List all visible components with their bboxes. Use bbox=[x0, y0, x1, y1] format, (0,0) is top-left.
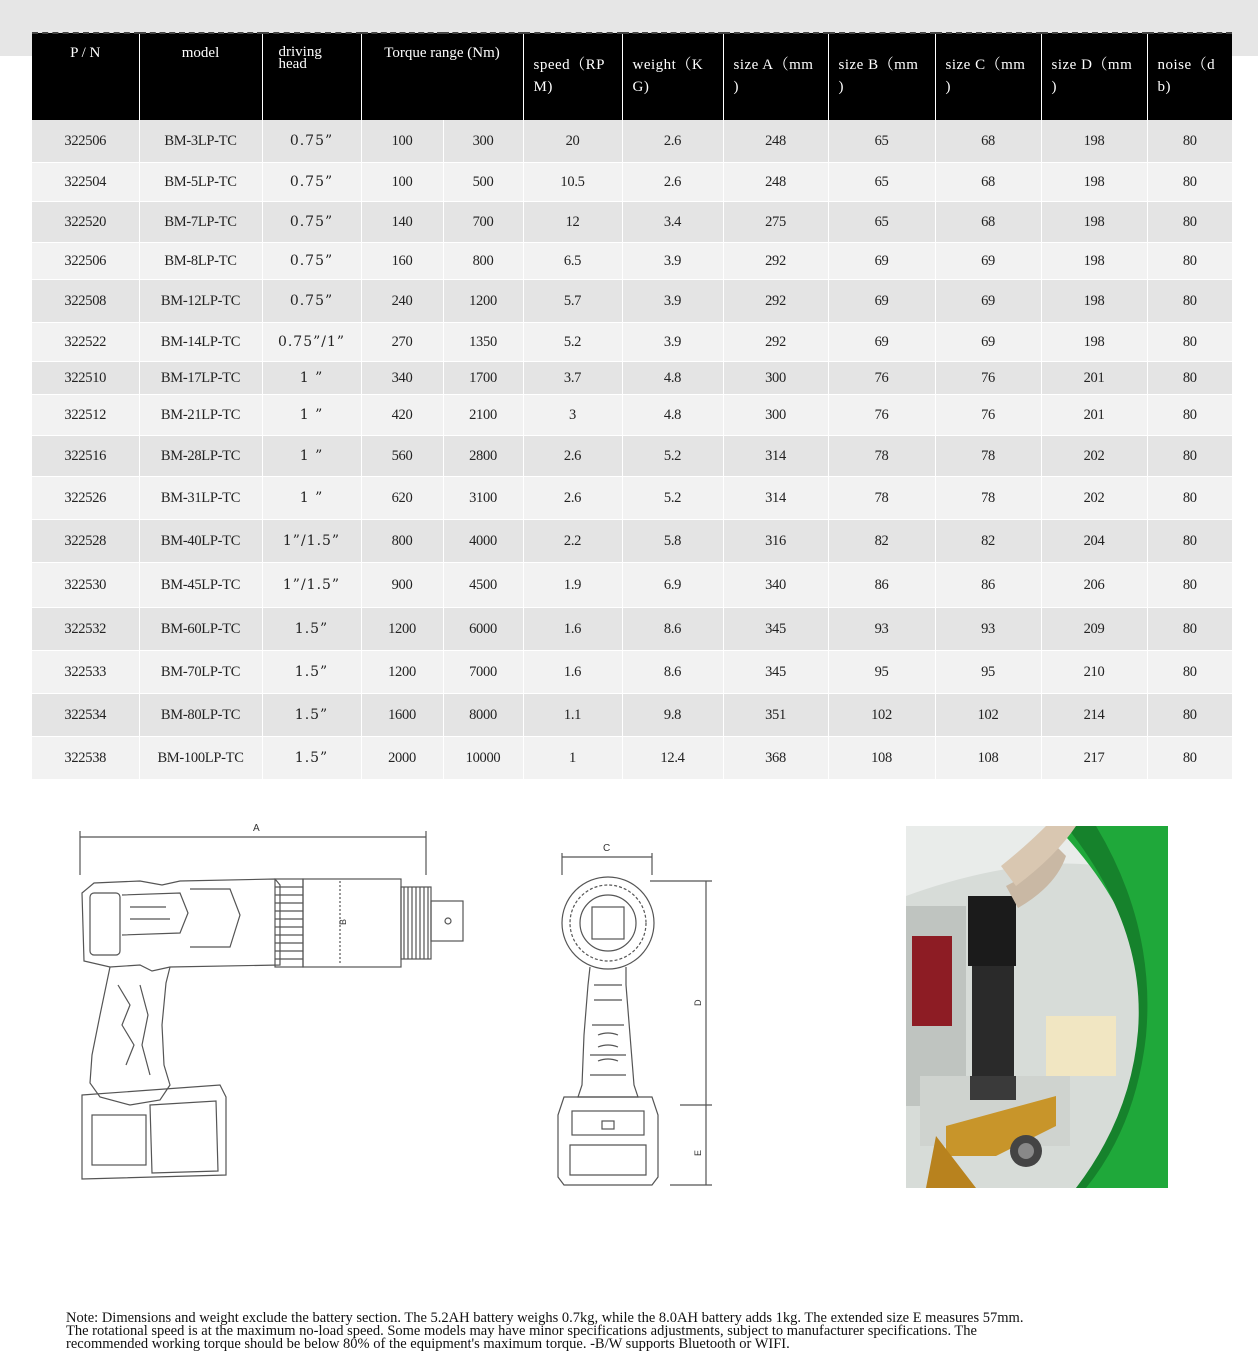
cell-pn: 322508 bbox=[32, 280, 139, 323]
cell-size-d: 204 bbox=[1041, 520, 1147, 563]
cell-size-d: 198 bbox=[1041, 243, 1147, 280]
cell-speed: 2.6 bbox=[523, 477, 622, 520]
cell-size-a: 300 bbox=[723, 395, 828, 436]
header-row bbox=[32, 33, 1232, 120]
cell-model: BM-8LP-TC bbox=[139, 243, 262, 280]
cell-pn: 322528 bbox=[32, 520, 139, 563]
cell-speed: 20 bbox=[523, 120, 622, 163]
cell-torque-min: 340 bbox=[361, 362, 443, 395]
cell-torque-max: 300 bbox=[443, 120, 523, 163]
cell-model: BM-7LP-TC bbox=[139, 202, 262, 243]
cell-pn: 322522 bbox=[32, 323, 139, 362]
header-noise-line2: b) bbox=[1157, 79, 1172, 95]
cell-model: BM-14LP-TC bbox=[139, 323, 262, 362]
cell-size-d: 198 bbox=[1041, 120, 1147, 163]
header-driving-head-line1: driving bbox=[278, 44, 322, 60]
cell-torque-min: 240 bbox=[361, 280, 443, 323]
header-size-c-line1: size C（mm bbox=[945, 57, 1026, 73]
cell-size-b: 95 bbox=[828, 651, 935, 694]
cell-size-a: 314 bbox=[723, 436, 828, 477]
cell-noise: 80 bbox=[1147, 395, 1232, 436]
cell-noise: 80 bbox=[1147, 323, 1232, 362]
cell-noise: 80 bbox=[1147, 737, 1232, 780]
dimension-label-d: D bbox=[693, 999, 703, 1006]
footnote-line-1: Note: Dimensions and weight exclude the battery section. The 5.2AH battery weighs 0.7kg, while the 8.0AH battery adds 1kg. The extended size E measures 57mm. bbox=[66, 1310, 1024, 1326]
cell-noise: 80 bbox=[1147, 477, 1232, 520]
cell-model: BM-60LP-TC bbox=[139, 608, 262, 651]
cell-speed: 3.7 bbox=[523, 362, 622, 395]
header-size-d-line2: ) bbox=[1051, 79, 1058, 95]
header-driving-head bbox=[262, 33, 361, 120]
header-speed-line2: M) bbox=[533, 79, 553, 95]
cell-noise: 80 bbox=[1147, 694, 1232, 737]
cell-size-a: 314 bbox=[723, 477, 828, 520]
cell-driving-head: 0.75” bbox=[262, 243, 361, 280]
header-noise-line1: noise（d bbox=[1157, 57, 1216, 73]
cell-size-b: 86 bbox=[828, 563, 935, 608]
cell-pn: 322510 bbox=[32, 362, 139, 395]
cell-size-a: 340 bbox=[723, 563, 828, 608]
cell-model: BM-12LP-TC bbox=[139, 280, 262, 323]
dimension-label-b: B bbox=[338, 918, 348, 925]
cell-speed: 1.6 bbox=[523, 651, 622, 694]
cell-model: BM-31LP-TC bbox=[139, 477, 262, 520]
cell-size-c: 102 bbox=[935, 694, 1041, 737]
cell-torque-min: 1200 bbox=[361, 651, 443, 694]
cell-weight: 6.9 bbox=[622, 563, 723, 608]
cell-torque-min: 1600 bbox=[361, 694, 443, 737]
cell-torque-min: 160 bbox=[361, 243, 443, 280]
cell-pn: 322516 bbox=[32, 436, 139, 477]
cell-size-c: 95 bbox=[935, 651, 1041, 694]
cell-weight: 8.6 bbox=[622, 651, 723, 694]
header-torque: Torque range (Nm) bbox=[361, 33, 523, 120]
cell-speed: 6.5 bbox=[523, 243, 622, 280]
cell-driving-head: 1 ” bbox=[262, 477, 361, 520]
cell-size-c: 69 bbox=[935, 323, 1041, 362]
cell-model: BM-70LP-TC bbox=[139, 651, 262, 694]
cell-noise: 80 bbox=[1147, 362, 1232, 395]
cell-torque-max: 4000 bbox=[443, 520, 523, 563]
cell-pn: 322532 bbox=[32, 608, 139, 651]
cell-size-b: 76 bbox=[828, 362, 935, 395]
header-size-a-line1: size A（mm bbox=[733, 57, 814, 73]
cell-pn: 322538 bbox=[32, 737, 139, 780]
header-weight bbox=[622, 33, 723, 120]
table-row bbox=[32, 323, 1232, 362]
cell-torque-min: 100 bbox=[361, 120, 443, 163]
cell-size-a: 351 bbox=[723, 694, 828, 737]
cell-noise: 80 bbox=[1147, 120, 1232, 163]
cell-weight: 5.8 bbox=[622, 520, 723, 563]
cell-weight: 5.2 bbox=[622, 436, 723, 477]
cell-size-c: 68 bbox=[935, 202, 1041, 243]
cell-speed: 1.1 bbox=[523, 694, 622, 737]
table-row bbox=[32, 362, 1232, 395]
cell-speed: 10.5 bbox=[523, 163, 622, 202]
cell-size-c: 86 bbox=[935, 563, 1041, 608]
cell-size-a: 292 bbox=[723, 243, 828, 280]
header-size-d-line1: size D（mm bbox=[1051, 57, 1133, 73]
cell-size-a: 345 bbox=[723, 608, 828, 651]
cell-noise: 80 bbox=[1147, 280, 1232, 323]
cell-torque-max: 6000 bbox=[443, 608, 523, 651]
cell-size-d: 201 bbox=[1041, 395, 1147, 436]
header-size-a-line2: ) bbox=[733, 79, 740, 95]
cell-size-a: 300 bbox=[723, 362, 828, 395]
front-view-drawing bbox=[550, 835, 720, 1195]
cell-size-b: 69 bbox=[828, 243, 935, 280]
cell-size-d: 209 bbox=[1041, 608, 1147, 651]
cell-model: BM-21LP-TC bbox=[139, 395, 262, 436]
cell-torque-max: 1350 bbox=[443, 323, 523, 362]
cell-weight: 2.6 bbox=[622, 120, 723, 163]
table-row bbox=[32, 163, 1232, 202]
wrench-in-use-photo bbox=[906, 826, 1168, 1188]
cell-driving-head: 1”/1.5” bbox=[262, 520, 361, 563]
cell-weight: 3.9 bbox=[622, 243, 723, 280]
header-model: model bbox=[139, 33, 262, 120]
cell-size-b: 78 bbox=[828, 477, 935, 520]
cell-weight: 8.6 bbox=[622, 608, 723, 651]
cell-noise: 80 bbox=[1147, 163, 1232, 202]
cell-size-c: 78 bbox=[935, 436, 1041, 477]
cell-pn: 322506 bbox=[32, 120, 139, 163]
header-size-c-line2: ) bbox=[945, 79, 952, 95]
cell-speed: 3 bbox=[523, 395, 622, 436]
cell-model: BM-28LP-TC bbox=[139, 436, 262, 477]
cell-size-b: 65 bbox=[828, 163, 935, 202]
table-row bbox=[32, 651, 1232, 694]
cell-torque-min: 270 bbox=[361, 323, 443, 362]
cell-driving-head: 1 ” bbox=[262, 436, 361, 477]
cell-torque-min: 560 bbox=[361, 436, 443, 477]
cell-size-b: 82 bbox=[828, 520, 935, 563]
cell-size-b: 108 bbox=[828, 737, 935, 780]
header-size-b-line2: ) bbox=[838, 79, 845, 95]
cell-torque-max: 700 bbox=[443, 202, 523, 243]
cell-pn: 322504 bbox=[32, 163, 139, 202]
cell-driving-head: 1”/1.5” bbox=[262, 563, 361, 608]
cell-size-a: 292 bbox=[723, 280, 828, 323]
cell-model: BM-5LP-TC bbox=[139, 163, 262, 202]
cell-driving-head: 0.75” bbox=[262, 120, 361, 163]
cell-size-a: 248 bbox=[723, 120, 828, 163]
cell-size-c: 76 bbox=[935, 362, 1041, 395]
cell-size-a: 275 bbox=[723, 202, 828, 243]
cell-size-c: 76 bbox=[935, 395, 1041, 436]
cell-size-b: 65 bbox=[828, 120, 935, 163]
header-pn: P / N bbox=[32, 33, 139, 120]
cell-torque-min: 1200 bbox=[361, 608, 443, 651]
cell-driving-head: 0.75”/1” bbox=[262, 323, 361, 362]
cell-noise: 80 bbox=[1147, 651, 1232, 694]
cell-torque-min: 420 bbox=[361, 395, 443, 436]
cell-torque-max: 500 bbox=[443, 163, 523, 202]
table-row bbox=[32, 694, 1232, 737]
cell-torque-max: 1200 bbox=[443, 280, 523, 323]
footnote-line-3: recommended working torque should be below 80% of the equipment's maximum torque. -B/W supports Bluetooth or WIFI. bbox=[66, 1336, 790, 1352]
cell-size-d: 198 bbox=[1041, 323, 1147, 362]
cell-weight: 12.4 bbox=[622, 737, 723, 780]
cell-size-d: 198 bbox=[1041, 163, 1147, 202]
cell-size-b: 78 bbox=[828, 436, 935, 477]
table-row bbox=[32, 608, 1232, 651]
cell-driving-head: 1.5” bbox=[262, 737, 361, 780]
cell-torque-max: 2100 bbox=[443, 395, 523, 436]
cell-torque-max: 1700 bbox=[443, 362, 523, 395]
header-noise bbox=[1147, 33, 1232, 120]
cell-model: BM-45LP-TC bbox=[139, 563, 262, 608]
cell-weight: 3.4 bbox=[622, 202, 723, 243]
cell-size-d: 201 bbox=[1041, 362, 1147, 395]
cell-torque-max: 8000 bbox=[443, 694, 523, 737]
cell-size-d: 206 bbox=[1041, 563, 1147, 608]
cell-size-c: 82 bbox=[935, 520, 1041, 563]
cell-pn: 322533 bbox=[32, 651, 139, 694]
cell-size-c: 108 bbox=[935, 737, 1041, 780]
cell-torque-min: 800 bbox=[361, 520, 443, 563]
cell-size-b: 65 bbox=[828, 202, 935, 243]
cell-noise: 80 bbox=[1147, 520, 1232, 563]
cell-size-c: 68 bbox=[935, 120, 1041, 163]
cell-size-d: 214 bbox=[1041, 694, 1147, 737]
cell-torque-max: 800 bbox=[443, 243, 523, 280]
dimension-label-a: A bbox=[253, 823, 260, 834]
cell-size-a: 248 bbox=[723, 163, 828, 202]
cell-weight: 3.9 bbox=[622, 280, 723, 323]
cell-weight: 4.8 bbox=[622, 362, 723, 395]
cell-noise: 80 bbox=[1147, 608, 1232, 651]
cell-driving-head: 1 ” bbox=[262, 362, 361, 395]
table-row bbox=[32, 477, 1232, 520]
cell-speed: 2.2 bbox=[523, 520, 622, 563]
table-row bbox=[32, 737, 1232, 780]
cell-size-b: 69 bbox=[828, 280, 935, 323]
cell-size-d: 210 bbox=[1041, 651, 1147, 694]
cell-size-b: 102 bbox=[828, 694, 935, 737]
cell-speed: 1.6 bbox=[523, 608, 622, 651]
header-driving-head-line2: head bbox=[278, 56, 307, 72]
cell-speed: 12 bbox=[523, 202, 622, 243]
cell-torque-max: 7000 bbox=[443, 651, 523, 694]
cell-size-b: 93 bbox=[828, 608, 935, 651]
cell-weight: 9.8 bbox=[622, 694, 723, 737]
header-speed bbox=[523, 33, 622, 120]
footnote-line-2: The rotational speed is at the maximum no-load speed. Some models may have minor specifications adjustments, subject to manufacturer specifications. The bbox=[66, 1323, 977, 1339]
header-size-b bbox=[828, 33, 935, 120]
cell-torque-min: 620 bbox=[361, 477, 443, 520]
table-row bbox=[32, 395, 1232, 436]
footnote bbox=[66, 1312, 1216, 1351]
cell-pn: 322520 bbox=[32, 202, 139, 243]
cell-size-c: 68 bbox=[935, 163, 1041, 202]
cell-driving-head: 1.5” bbox=[262, 694, 361, 737]
cell-size-a: 316 bbox=[723, 520, 828, 563]
cell-driving-head: 0.75” bbox=[262, 280, 361, 323]
cell-driving-head: 1 ” bbox=[262, 395, 361, 436]
table-row bbox=[32, 120, 1232, 163]
table-row bbox=[32, 202, 1232, 243]
cell-speed: 2.6 bbox=[523, 436, 622, 477]
cell-pn: 322530 bbox=[32, 563, 139, 608]
cell-weight: 5.2 bbox=[622, 477, 723, 520]
cell-size-d: 198 bbox=[1041, 280, 1147, 323]
cell-driving-head: 1.5” bbox=[262, 651, 361, 694]
cell-noise: 80 bbox=[1147, 202, 1232, 243]
header-size-d bbox=[1041, 33, 1147, 120]
cell-torque-max: 10000 bbox=[443, 737, 523, 780]
cell-pn: 322512 bbox=[32, 395, 139, 436]
header-size-b-line1: size B（mm bbox=[838, 57, 919, 73]
header-weight-line1: weight（K bbox=[632, 57, 704, 73]
cell-model: BM-80LP-TC bbox=[139, 694, 262, 737]
cell-size-a: 292 bbox=[723, 323, 828, 362]
cell-torque-max: 4500 bbox=[443, 563, 523, 608]
cell-size-a: 368 bbox=[723, 737, 828, 780]
table-row bbox=[32, 563, 1232, 608]
cell-weight: 3.9 bbox=[622, 323, 723, 362]
dimension-label-e: E bbox=[693, 1149, 703, 1156]
cell-torque-max: 2800 bbox=[443, 436, 523, 477]
cell-size-c: 93 bbox=[935, 608, 1041, 651]
cell-torque-min: 2000 bbox=[361, 737, 443, 780]
cell-speed: 1 bbox=[523, 737, 622, 780]
cell-speed: 1.9 bbox=[523, 563, 622, 608]
table-row bbox=[32, 243, 1232, 280]
cell-speed: 5.2 bbox=[523, 323, 622, 362]
cell-driving-head: 0.75” bbox=[262, 163, 361, 202]
cell-pn: 322506 bbox=[32, 243, 139, 280]
cell-pn: 322534 bbox=[32, 694, 139, 737]
header-weight-line2: G) bbox=[632, 79, 650, 95]
cell-noise: 80 bbox=[1147, 243, 1232, 280]
cell-noise: 80 bbox=[1147, 563, 1232, 608]
cell-size-a: 345 bbox=[723, 651, 828, 694]
cell-pn: 322526 bbox=[32, 477, 139, 520]
dimension-label-c: C bbox=[603, 843, 611, 854]
header-size-c bbox=[935, 33, 1041, 120]
cell-size-d: 202 bbox=[1041, 436, 1147, 477]
cell-size-c: 78 bbox=[935, 477, 1041, 520]
cell-noise: 80 bbox=[1147, 436, 1232, 477]
cell-driving-head: 0.75” bbox=[262, 202, 361, 243]
side-view-drawing bbox=[70, 815, 470, 1195]
cell-size-b: 76 bbox=[828, 395, 935, 436]
cell-weight: 2.6 bbox=[622, 163, 723, 202]
header-speed-line1: speed（RP bbox=[533, 57, 606, 73]
cell-size-d: 198 bbox=[1041, 202, 1147, 243]
cell-model: BM-40LP-TC bbox=[139, 520, 262, 563]
cell-size-d: 202 bbox=[1041, 477, 1147, 520]
cell-model: BM-100LP-TC bbox=[139, 737, 262, 780]
cell-model: BM-3LP-TC bbox=[139, 120, 262, 163]
cell-driving-head: 1.5” bbox=[262, 608, 361, 651]
table-row bbox=[32, 280, 1232, 323]
spec-table bbox=[32, 32, 1232, 780]
cell-speed: 5.7 bbox=[523, 280, 622, 323]
cell-torque-min: 140 bbox=[361, 202, 443, 243]
cell-torque-min: 100 bbox=[361, 163, 443, 202]
cell-size-c: 69 bbox=[935, 243, 1041, 280]
cell-size-d: 217 bbox=[1041, 737, 1147, 780]
cell-torque-max: 3100 bbox=[443, 477, 523, 520]
table-row bbox=[32, 436, 1232, 477]
cell-size-b: 69 bbox=[828, 323, 935, 362]
cell-torque-min: 900 bbox=[361, 563, 443, 608]
cell-weight: 4.8 bbox=[622, 395, 723, 436]
cell-size-c: 69 bbox=[935, 280, 1041, 323]
table-row bbox=[32, 520, 1232, 563]
cell-model: BM-17LP-TC bbox=[139, 362, 262, 395]
header-size-a bbox=[723, 33, 828, 120]
